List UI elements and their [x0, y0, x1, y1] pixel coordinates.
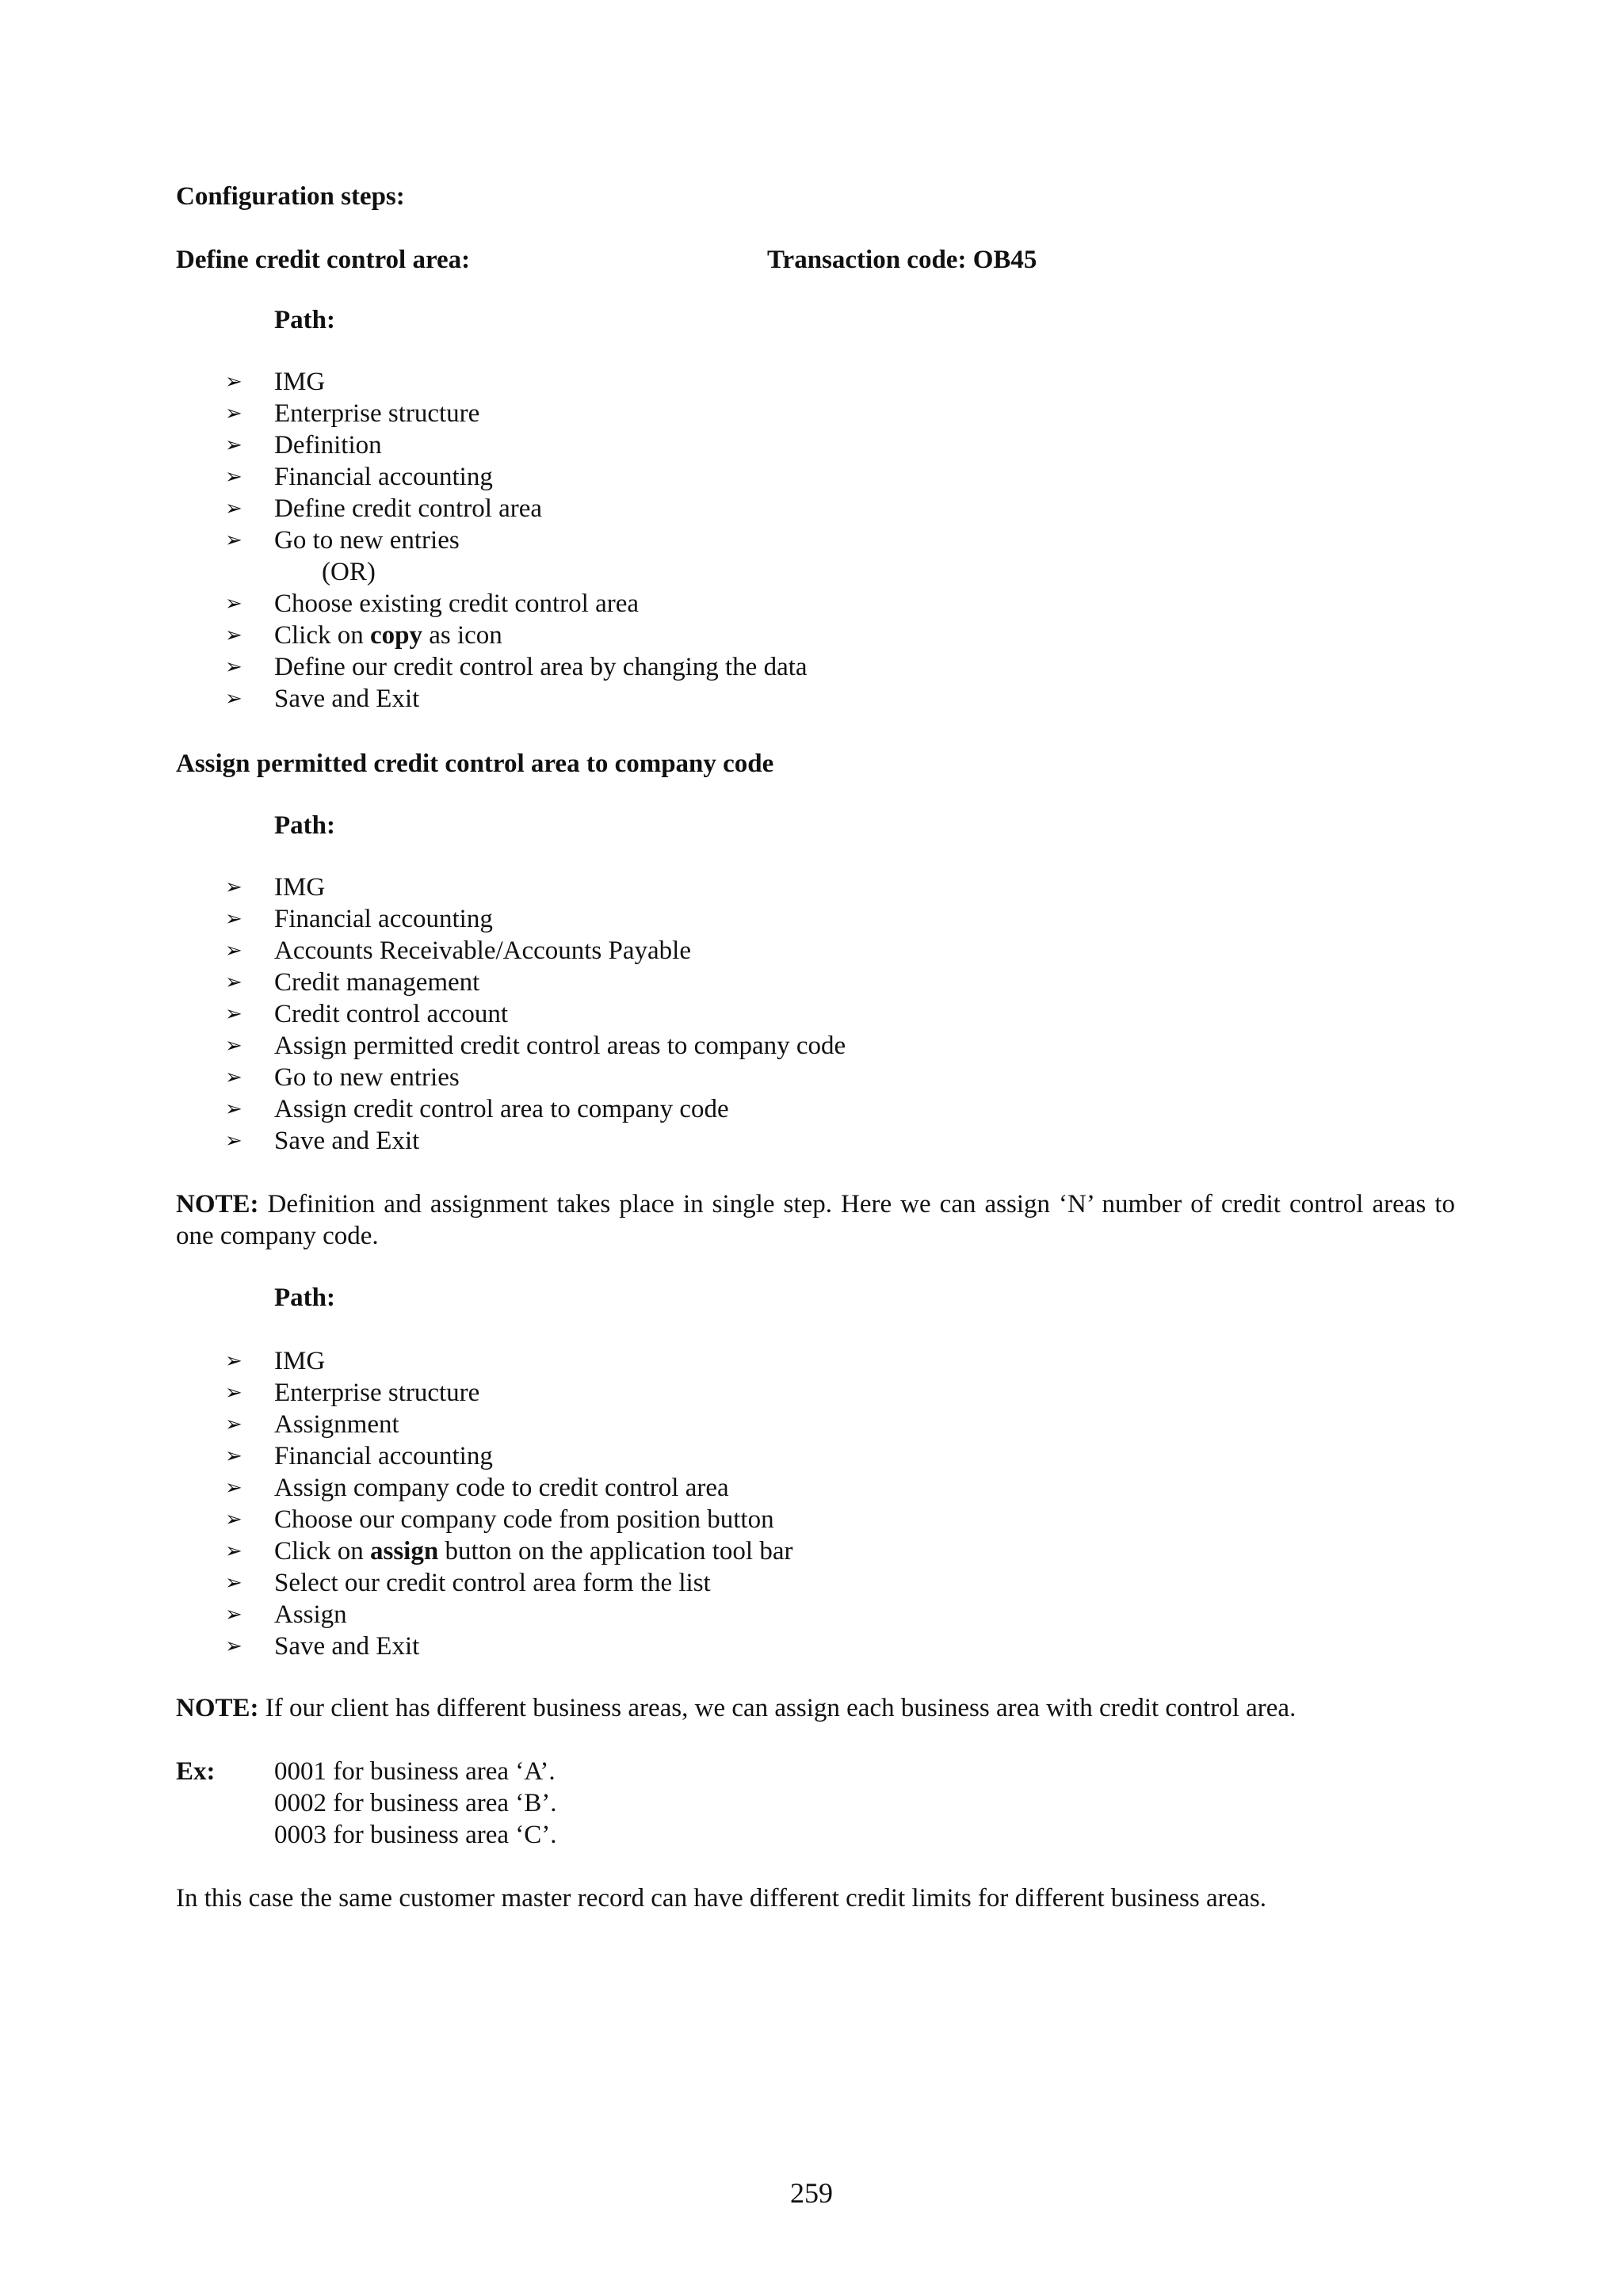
section1-path-label: Path: — [274, 306, 335, 334]
arrow-bullet-icon: ➢ — [225, 939, 242, 963]
arrow-bullet-icon: ➢ — [225, 592, 242, 616]
list-item: Assign company code to credit control area — [274, 1474, 729, 1502]
arrow-bullet-icon: ➢ — [225, 402, 242, 425]
assign-pre: Click on — [274, 1537, 370, 1566]
section2-title: Assign permitted credit control area to company code — [176, 749, 774, 778]
list-item-copy — [274, 620, 502, 651]
arrow-bullet-icon: ➢ — [225, 624, 242, 647]
arrow-bullet-icon: ➢ — [225, 1002, 242, 1026]
arrow-bullet-icon: ➢ — [225, 1508, 242, 1531]
list-item: Choose existing credit control area — [274, 589, 640, 618]
list-item-assign — [274, 1535, 792, 1567]
arrow-bullet-icon: ➢ — [225, 370, 242, 394]
note-text: Definition and assignment takes place in single step. Here we can assign ‘N’ number of credit control areas to one company code. — [176, 1190, 1455, 1250]
note-label: NOTE: — [176, 1694, 259, 1722]
transaction-code: Transaction code: OB45 — [767, 246, 1037, 274]
example-line: 0002 for business area ‘B’. — [274, 1789, 557, 1817]
list-item: Credit management — [274, 968, 480, 997]
arrow-bullet-icon: ➢ — [225, 465, 242, 489]
arrow-bullet-icon: ➢ — [225, 528, 242, 552]
list-item: Accounts Receivable/Accounts Payable — [274, 936, 691, 965]
arrow-bullet-icon: ➢ — [225, 1476, 242, 1500]
list-item: Enterprise structure — [274, 1379, 480, 1407]
arrow-bullet-icon: ➢ — [225, 1413, 242, 1436]
arrow-bullet-icon: ➢ — [225, 1444, 242, 1468]
list-item: Credit control account — [274, 1000, 509, 1028]
arrow-bullet-icon: ➢ — [225, 1066, 242, 1089]
list-item: Assign — [274, 1600, 347, 1629]
arrow-bullet-icon: ➢ — [225, 497, 242, 521]
arrow-bullet-icon: ➢ — [225, 1349, 242, 1373]
arrow-bullet-icon: ➢ — [225, 687, 242, 711]
arrow-bullet-icon: ➢ — [225, 1634, 242, 1658]
note-label: NOTE: — [176, 1190, 259, 1219]
arrow-bullet-icon: ➢ — [225, 1034, 242, 1058]
example-label: Ex: — [176, 1757, 216, 1786]
list-item: Go to new entries — [274, 1063, 460, 1092]
list-item: IMG — [274, 873, 326, 902]
list-item: Assignment — [274, 1410, 399, 1439]
arrow-bullet-icon: ➢ — [225, 971, 242, 994]
arrow-bullet-icon: ➢ — [225, 1381, 242, 1405]
closing-paragraph: In this case the same customer master record can have different credit limits for different business areas. — [176, 1884, 1267, 1913]
list-item: Define credit control area — [274, 494, 543, 523]
list-item: Definition — [274, 431, 382, 460]
arrow-bullet-icon: ➢ — [225, 1129, 242, 1153]
note-paragraph — [176, 1692, 1296, 1724]
example-line: 0001 for business area ‘A’. — [274, 1757, 556, 1786]
copy-keyword: copy — [370, 621, 422, 650]
arrow-bullet-icon: ➢ — [225, 907, 242, 931]
list-item: Define our credit control area by changing the data — [274, 653, 808, 681]
list-item: Assign credit control area to company code — [274, 1095, 729, 1123]
arrow-bullet-icon: ➢ — [225, 1539, 242, 1563]
list-item: Go to new entries — [274, 526, 460, 555]
heading: Configuration steps: — [176, 182, 405, 211]
list-item: IMG — [274, 368, 326, 396]
list-item: Save and Exit — [274, 1127, 420, 1155]
or-label: (OR) — [322, 558, 376, 586]
list-item: Assign permitted credit control areas to company code — [274, 1032, 846, 1060]
assign-keyword: assign — [370, 1537, 439, 1566]
arrow-bullet-icon: ➢ — [225, 875, 242, 899]
list-item: Financial accounting — [274, 905, 493, 933]
arrow-bullet-icon: ➢ — [225, 1603, 242, 1627]
copy-pre: Click on — [274, 621, 370, 650]
section3-path-label: Path: — [274, 1283, 335, 1312]
list-item: Enterprise structure — [274, 399, 480, 428]
arrow-bullet-icon: ➢ — [225, 655, 242, 679]
arrow-bullet-icon: ➢ — [225, 1097, 242, 1121]
example-line: 0003 for business area ‘C’. — [274, 1821, 557, 1849]
list-item: Financial accounting — [274, 463, 493, 491]
section2-path-label: Path: — [274, 811, 335, 840]
list-item: Choose our company code from position button — [274, 1505, 774, 1534]
assign-post: button on the application tool bar — [438, 1537, 793, 1566]
list-item: Save and Exit — [274, 685, 420, 713]
list-item: Financial accounting — [274, 1442, 493, 1470]
arrow-bullet-icon: ➢ — [225, 433, 242, 457]
copy-post: as icon — [422, 621, 502, 650]
section1-title: Define credit control area: — [176, 246, 471, 274]
note-paragraph — [176, 1188, 1455, 1252]
list-item: Select our credit control area form the list — [274, 1569, 711, 1597]
page-number: 259 — [790, 2177, 833, 2209]
list-item: Save and Exit — [274, 1632, 420, 1661]
list-item: IMG — [274, 1347, 326, 1375]
arrow-bullet-icon: ➢ — [225, 1571, 242, 1595]
note-text: If our client has different business areas, we can assign each business area with credit control area. — [258, 1694, 1296, 1722]
